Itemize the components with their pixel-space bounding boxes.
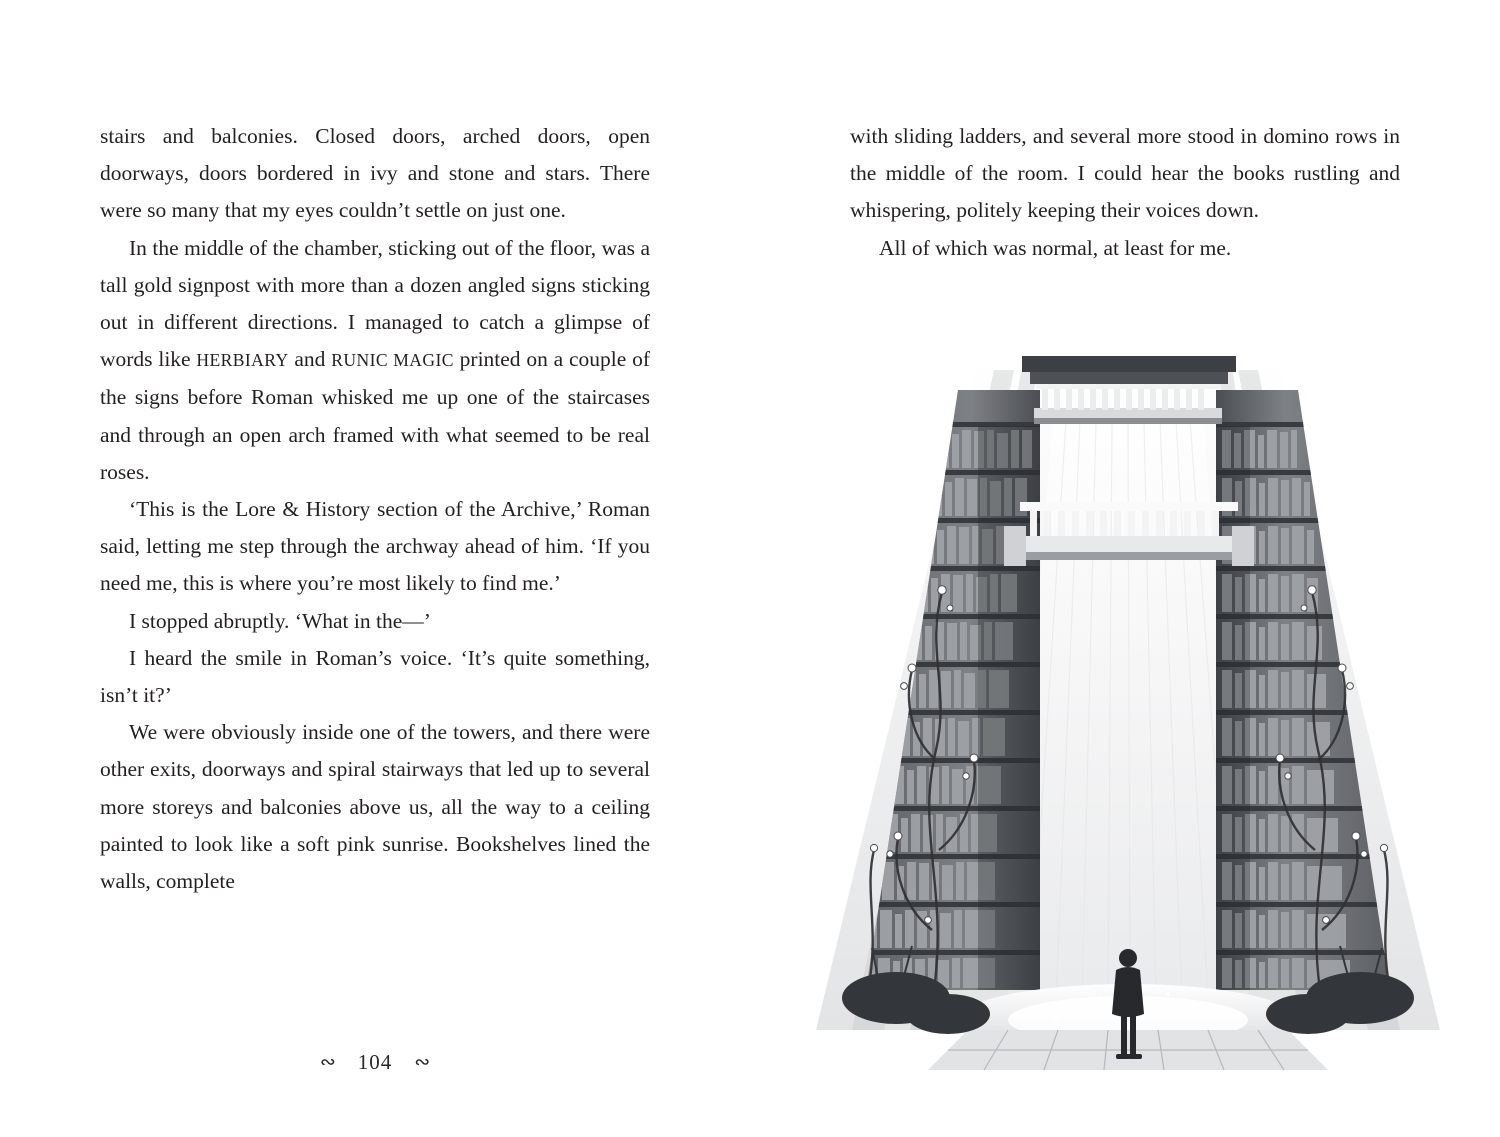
text-run: ‘This is the Lore & History section of the Archive,’ Roman said, letting me step through the archway ahead of him. ‘If you need me, this is where you’re most likely to find me.’ (100, 497, 650, 596)
paragraph (100, 230, 650, 491)
upper-bridge (1022, 356, 1236, 424)
left-page-text-block (100, 118, 650, 900)
paragraph (850, 118, 1400, 230)
text-run: stairs and balconies. Closed doors, arched doors, open doorways, doors bordered in ivy and stone and stars. There were so many that my eyes couldn’t settle on just one. (100, 124, 650, 223)
text-run: I heard the smile in Roman’s voice. ‘It’s quite something, isn’t it?’ (100, 645, 650, 708)
folio (0, 1050, 750, 1075)
right-page (750, 0, 1500, 1137)
small-caps-run: HERBIARY (196, 350, 289, 371)
library-tower-illustration (808, 330, 1448, 1090)
paragraph (100, 603, 650, 640)
paragraph (100, 118, 650, 230)
text-run: We were obviously inside one of the towers, and there were other exits, doorways and spiral stairways that led up to several more storeys and balconies above us, all the way to a ceiling painted to look like a soft pink sunrise. Bookshelves lined the walls, complete (100, 720, 650, 894)
page-number: 104 (357, 1050, 393, 1074)
swirl-ornament-right-icon: ∾ (414, 1052, 431, 1073)
paragraph (100, 491, 650, 603)
text-run: and (288, 347, 332, 372)
text-run: All of which was normal, at least for me. (879, 235, 1232, 260)
swirl-ornament-left-icon: ∾ (319, 1052, 336, 1073)
text-run: printed on a couple of the signs before Roman whisked me up one of the staircases and through an open arch framed with what seemed to be real roses. (100, 347, 651, 484)
text-run: In the middle of the chamber, sticking out of the floor, was a tall gold signpost with more than a dozen angled signs sticking out in different directions. I managed to catch a glimpse of words like (100, 235, 650, 372)
paragraph (850, 230, 1400, 267)
small-caps-run: RUNIC MAGIC (331, 350, 454, 371)
text-run: with sliding ladders, and several more stood in domino rows in the middle of the room. I could hear the books rustling and whispering, politely keeping their voices down. (850, 124, 1400, 223)
text-run: I stopped abruptly. ‘What in the—’ (129, 608, 431, 633)
paragraph (100, 640, 650, 714)
right-page-text-block (850, 118, 1400, 267)
paragraph (100, 714, 650, 900)
